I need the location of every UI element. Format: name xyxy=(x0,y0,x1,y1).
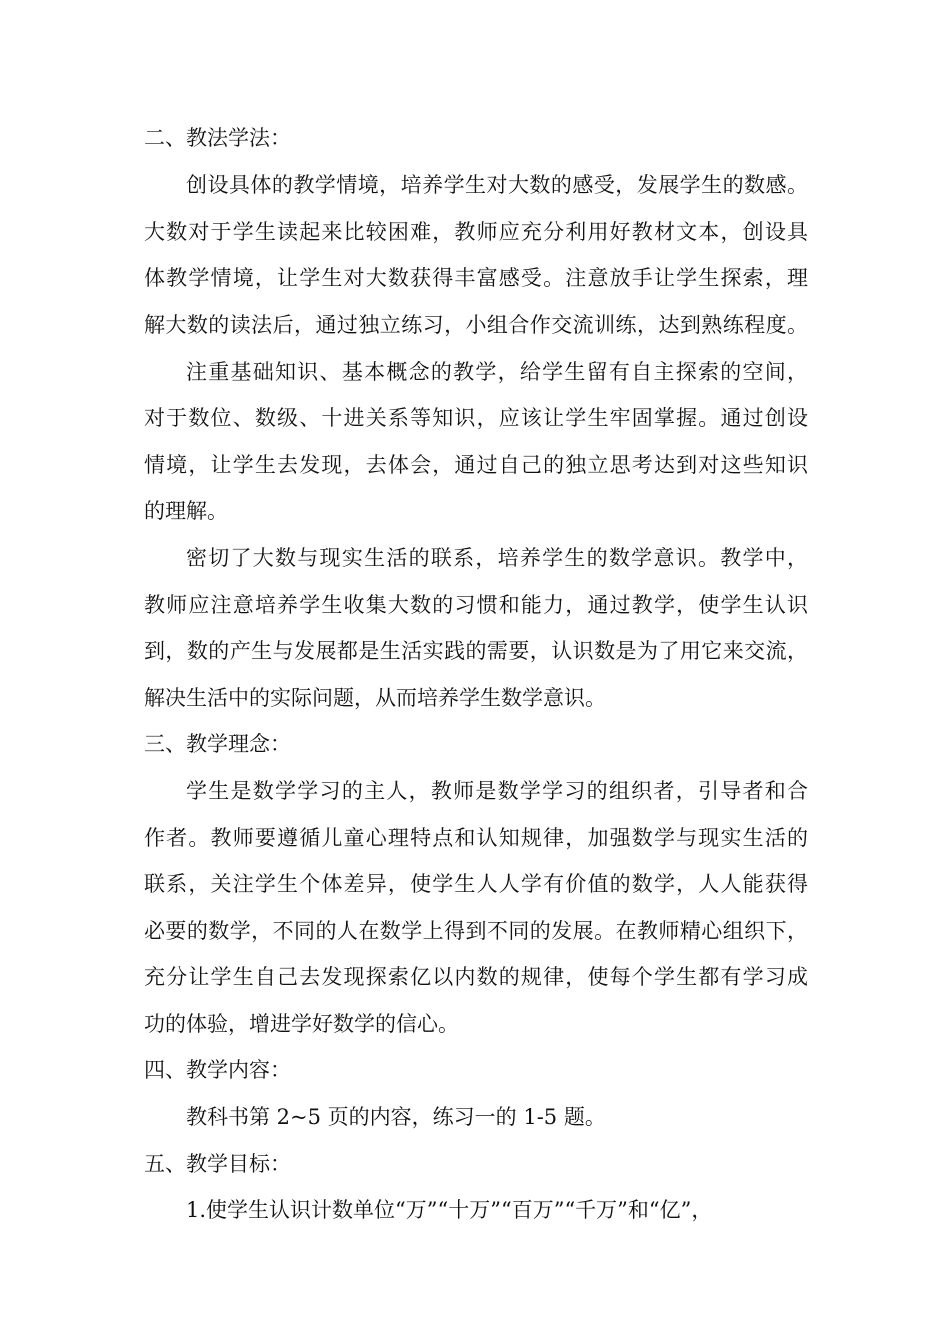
paragraph-line: 创设具体的教学情境，培养学生对大数的感受，发展学生的数感。 xyxy=(186,173,808,197)
heading-teaching-content: 四、教学内容： xyxy=(144,1058,291,1082)
paragraph-line: 大数对于学生读起来比较困难，教师应充分利用好教材文本，创设具 xyxy=(144,220,808,244)
paragraph-line: 充分让学生自己去发现探索亿以内数的规律，使每个学生都有学习成 xyxy=(144,965,808,989)
paragraph-line: 注重基础知识、基本概念的教学，给学生留有自主探索的空间， xyxy=(186,360,808,384)
heading-teaching-goals: 五、教学目标： xyxy=(144,1152,291,1176)
paragraph-line: 密切了大数与现实生活的联系，培养学生的数学意识。教学中， xyxy=(186,546,808,570)
paragraph-line: 解大数的读法后，通过独立练习，小组合作交流训练，达到熟练程度。 xyxy=(144,313,808,337)
paragraph-line: 教师应注意培养学生收集大数的习惯和能力，通过教学，使学生认识 xyxy=(144,593,808,617)
paragraph-line: 教科书第 2~5 页的内容，练习一的 1-5 题。 xyxy=(186,1105,606,1129)
paragraph-line: 情境，让学生去发现，去体会，通过自己的独立思考达到对这些知识 xyxy=(144,453,808,477)
paragraph-line: 的理解。 xyxy=(144,499,228,523)
heading-teaching-methods: 二、教法学法： xyxy=(144,126,291,150)
paragraph-line: 解决生活中的实际问题，从而培养学生数学意识。 xyxy=(144,686,606,710)
paragraph-line: 体教学情境，让学生对大数获得丰富感受。注意放手让学生探索，理 xyxy=(144,266,808,290)
paragraph-line: 学生是数学学习的主人，教师是数学学习的组织者，引导者和合 xyxy=(186,779,808,803)
paragraph-line: 联系，关注学生个体差异，使学生人人学有价值的数学，人人能获得 xyxy=(144,872,808,896)
paragraph-line: 1.使学生认识计数单位“万”“十万”“百万”“千万”和“亿”， xyxy=(186,1198,713,1222)
paragraph-line: 必要的数学，不同的人在数学上得到不同的发展。在教师精心组织下， xyxy=(144,919,808,943)
heading-teaching-philosophy: 三、教学理念： xyxy=(144,732,291,756)
paragraph-line: 作者。教师要遵循儿童心理特点和认知规律，加强数学与现实生活的 xyxy=(144,826,808,850)
paragraph-line: 到，数的产生与发展都是生活实践的需要，认识数是为了用它来交流， xyxy=(144,639,808,663)
paragraph-line: 对于数位、数级、十进关系等知识，应该让学生牢固掌握。通过创设 xyxy=(144,406,808,430)
paragraph-line: 功的体验，增进学好数学的信心。 xyxy=(144,1012,459,1036)
